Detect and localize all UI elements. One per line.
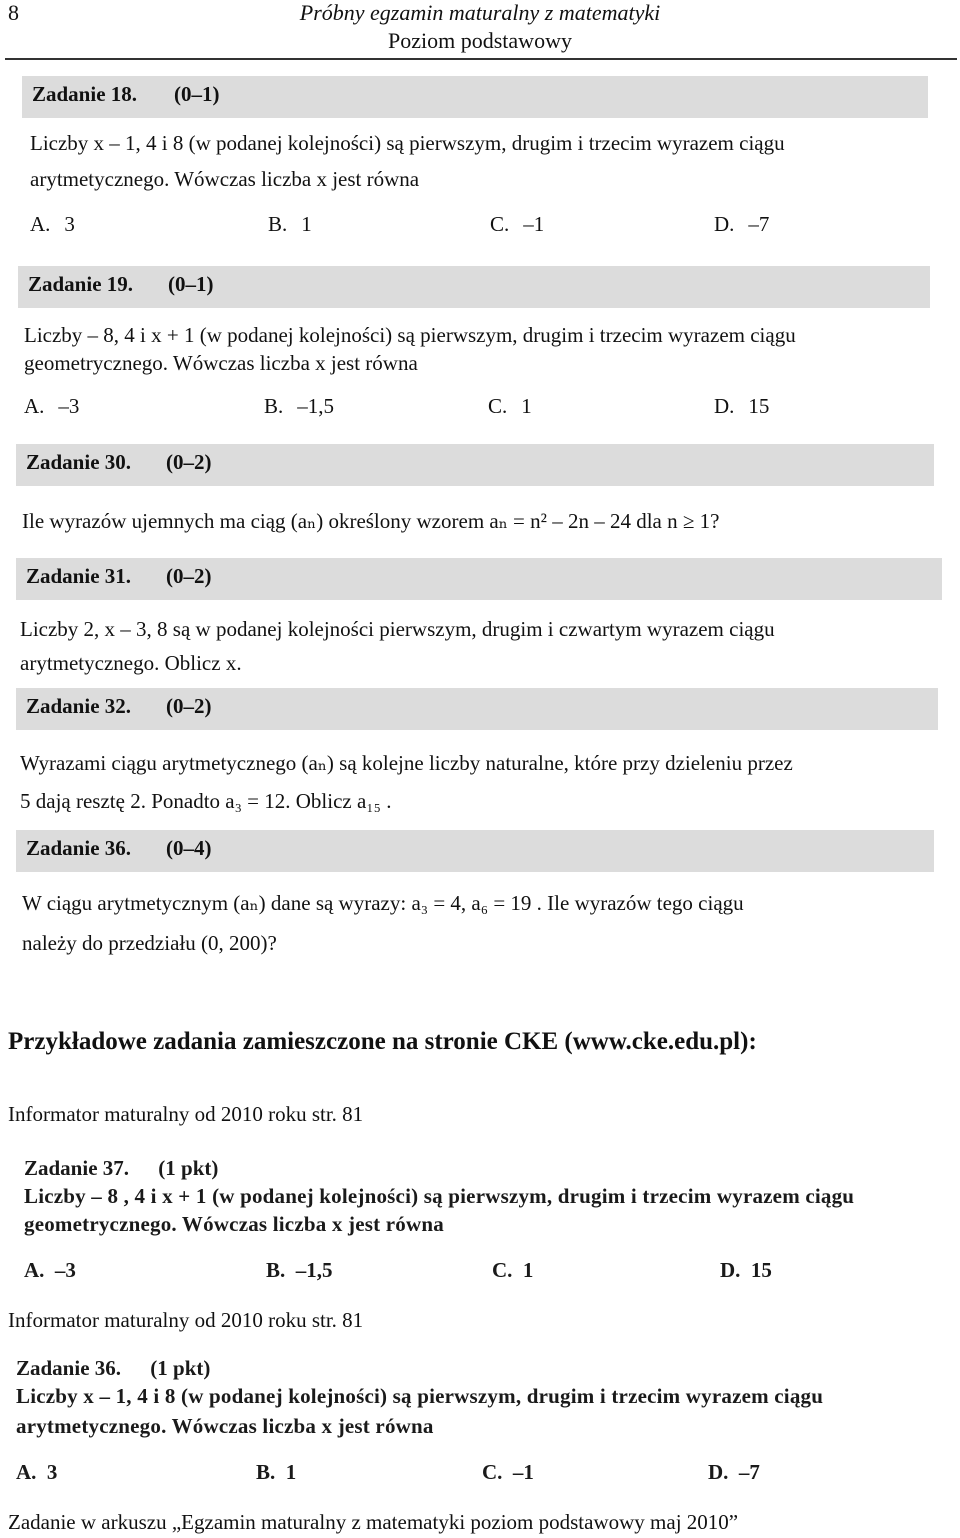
task-32-line-2: 5 dają resztę 2. Ponadto a₃ = 12. Oblicz a₁₅ . xyxy=(20,789,392,813)
task-37-option-a: A. –3 xyxy=(24,1258,76,1282)
task-19-option-c: C. 1 xyxy=(488,394,532,418)
page-header-title: Próbny egzamin maturalny z matematyki xyxy=(299,0,661,25)
task-36b-line-1: Liczby x – 1, 4 i 8 (w podanej kolejności) są pierwszym, drugim i trzecim wyrazem ciągu xyxy=(16,1384,824,1408)
task-18-header xyxy=(22,76,928,118)
task-19-line-2: geometrycznego. Wówczas liczba x jest równa xyxy=(24,351,418,375)
task-title: Zadanie 36. (1 pkt) xyxy=(16,1356,211,1380)
task-19-option-a: A. –3 xyxy=(24,394,80,418)
task-18-option-c: C. –1 xyxy=(490,212,545,236)
task-36b-option-a: A. 3 xyxy=(16,1460,58,1484)
task-title: Zadanie 32. xyxy=(26,694,132,718)
task-37-option-b: B. –1,5 xyxy=(266,1258,333,1282)
footer-note: Zadanie w arkuszu „Egzamin maturalny z matematyki poziom podstawowy maj 2010” xyxy=(8,1510,739,1534)
task-37-option-d: D. 15 xyxy=(720,1258,772,1282)
task-30-line-1: Ile wyrazów ujemnych ma ciąg (aₙ) określony wzorem aₙ = n² – 2n – 24 dla n ≥ 1? xyxy=(22,509,720,533)
task-18-option-a: A. 3 xyxy=(30,212,75,236)
task-36b-line-2: arytmetycznego. Wówczas liczba x jest równa xyxy=(16,1414,434,1438)
task-title: Zadanie 30. xyxy=(26,450,132,474)
task-19-option-b: B. –1,5 xyxy=(264,394,335,418)
task-31-header xyxy=(16,558,942,600)
scanned-task-37 xyxy=(18,1154,938,1284)
cke-section-heading: Przykładowe zadania zamieszczone na stronie CKE (www.cke.edu.pl): xyxy=(8,1028,757,1055)
task-title: Zadanie 19. xyxy=(28,272,134,296)
task-36b-option-c: C. –1 xyxy=(482,1460,534,1484)
task-points: (0–2) xyxy=(166,450,212,474)
task-19-line-1: Liczby – 8, 4 i x + 1 (w podanej kolejności) są pierwszym, drugim i trzecim wyrazem ciągu xyxy=(24,323,796,347)
header-divider xyxy=(5,58,957,60)
task-points: (0–1) xyxy=(168,272,214,296)
task-36-line-1: W ciągu arytmetycznym (aₙ) dane są wyrazy: a₃ = 4, a₆ = 19 . Ile wyrazów tego ciągu xyxy=(22,891,744,915)
task-points: (0–4) xyxy=(166,836,212,860)
task-30-header xyxy=(16,444,934,486)
task-title: Zadanie 37. (1 pkt) xyxy=(24,1156,219,1180)
scanned-task-36 xyxy=(10,1354,930,1488)
page-number: 8 xyxy=(8,0,19,25)
page-header-subtitle: Poziom podstawowy xyxy=(388,28,572,53)
task-19-header xyxy=(18,266,930,308)
task-36b-option-b: B. 1 xyxy=(256,1460,297,1484)
task-36-line-2: należy do przedziału (0, 200)? xyxy=(22,931,277,955)
task-18-line-1: Liczby x – 1, 4 i 8 (w podanej kolejności) są pierwszym, drugim i trzecim wyrazem ciągu xyxy=(30,131,785,155)
task-points: (0–1) xyxy=(174,82,220,106)
task-31-line-1: Liczby 2, x – 3, 8 są w podanej kolejności pierwszym, drugim i czwartym wyrazem ciągu xyxy=(20,617,775,641)
task-31-line-2: arytmetycznego. Oblicz x. xyxy=(20,651,242,675)
task-32-line-1: Wyrazami ciągu arytmetycznego (aₙ) są kolejne liczby naturalne, które przy dzieleniu przez xyxy=(20,751,793,775)
task-title: Zadanie 31. xyxy=(26,564,132,588)
task-18-option-b: B. 1 xyxy=(268,212,312,236)
informator-reference-2: Informator maturalny od 2010 roku str. 81 xyxy=(8,1308,364,1332)
task-title: Zadanie 36. xyxy=(26,836,132,860)
task-32-header xyxy=(16,688,938,730)
task-18-line-2: arytmetycznego. Wówczas liczba x jest równa xyxy=(30,167,420,191)
task-points: (0–2) xyxy=(166,694,212,718)
task-19-option-d: D. 15 xyxy=(714,394,770,418)
task-title: Zadanie 18. xyxy=(32,82,138,106)
task-37-line-2: geometrycznego. Wówczas liczba x jest równa xyxy=(24,1212,444,1236)
task-36b-option-d: D. –7 xyxy=(708,1460,760,1484)
informator-reference-1: Informator maturalny od 2010 roku str. 81 xyxy=(8,1102,364,1126)
task-36-header xyxy=(16,830,934,872)
task-37-line-1: Liczby – 8 , 4 i x + 1 (w podanej kolejności) są pierwszym, drugim i trzecim wyrazem ciągu xyxy=(24,1184,855,1208)
task-18-option-d: D. –7 xyxy=(714,212,770,236)
task-points: (0–2) xyxy=(166,564,212,588)
task-37-option-c: C. 1 xyxy=(492,1258,534,1282)
